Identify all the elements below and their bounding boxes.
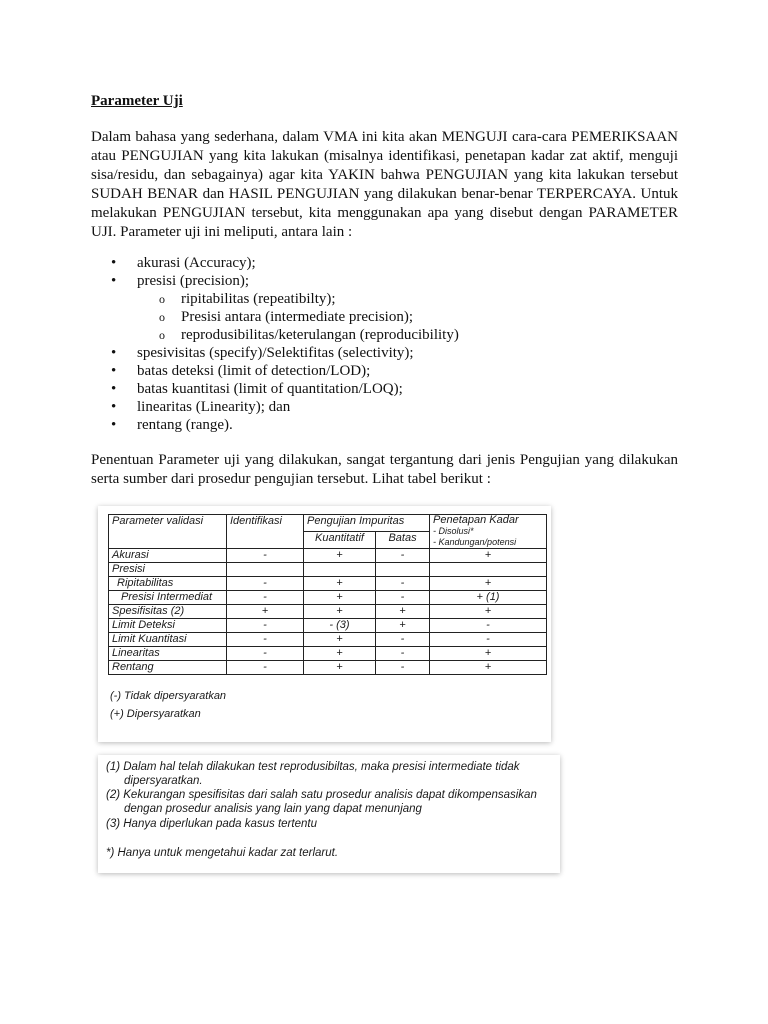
row-label: Limit Kuantitasi: [109, 633, 227, 647]
list-item: • akurasi (Accuracy);: [91, 254, 681, 272]
note-text: dengan prosedur analisis yang lain yang dapat menunjang: [124, 803, 422, 815]
cell-identifikasi: -: [227, 577, 304, 591]
cell-penetapan-kadar: -: [430, 633, 547, 647]
header-impuritas: Pengujian Impuritas: [304, 515, 430, 532]
table-row: [109, 633, 547, 647]
row-label: Presisi Intermediat: [109, 591, 227, 605]
table-body: [109, 549, 547, 675]
section-heading: Parameter Uji: [91, 93, 183, 109]
cell-batas: -: [376, 591, 430, 605]
cell-identifikasi: -: [227, 591, 304, 605]
cell-kuantitatif: +: [304, 633, 376, 647]
row-label: Rentang: [109, 661, 227, 675]
list-item: • batas deteksi (limit of detection/LOD);: [91, 362, 681, 380]
legend-not-required: (-) Tidak dipersyaratkan: [110, 690, 227, 702]
list-item: [91, 272, 681, 344]
cell-kuantitatif: +: [304, 577, 376, 591]
note-text: (1) Dalam hal telah dilakukan test reprodusibiltas, maka presisi intermediate tidak: [106, 761, 520, 773]
cell-batas: -: [376, 661, 430, 675]
cell-batas: +: [376, 605, 430, 619]
list-item: • batas kuantitasi (limit of quantitation/LOQ);: [91, 380, 681, 398]
list-item-label: presisi (precision);: [137, 273, 250, 289]
note-3: (3) Hanya diperlukan pada kasus tertentu: [106, 818, 317, 830]
table-intro-paragraph: Penentuan Parameter uji yang dilakukan, sangat tergantung dari jenis Pengujian yang dilakukan serta sumber dari prosedur pengujian tersebut. Lihat tabel berikut :: [91, 452, 678, 487]
header-kadar-sub: - Disolusi*: [433, 526, 474, 536]
cell-identifikasi: +: [227, 605, 304, 619]
cell-identifikasi: -: [227, 633, 304, 647]
cell-batas: -: [376, 549, 430, 563]
cell-batas: -: [376, 633, 430, 647]
header-kadar-sub: - Kandungan/potensi: [433, 537, 517, 547]
row-label: Akurasi: [109, 549, 227, 563]
cell-penetapan-kadar: +: [430, 549, 547, 563]
sub-list-item: o ripitabilitas (repeatibilty);: [137, 290, 681, 308]
cell-kuantitatif: +: [304, 661, 376, 675]
legend-required: (+) Dipersyaratkan: [110, 708, 201, 720]
cell-penetapan-kadar: [430, 563, 547, 577]
note-4: *) Hanya untuk mengetahui kadar zat terlarut.: [106, 847, 339, 859]
header-penetapan-kadar: [430, 515, 547, 549]
sub-list-item: o Presisi antara (intermediate precision);: [137, 308, 681, 326]
sub-list-item: o reprodusibilitas/keterulangan (reproducibility): [137, 326, 681, 344]
cell-penetapan-kadar: +: [430, 661, 547, 675]
header-kuantitatif: Kuantitatif: [304, 532, 376, 549]
cell-identifikasi: -: [227, 647, 304, 661]
header-kadar-title: Penetapan Kadar: [433, 514, 519, 526]
table-row: [109, 563, 547, 577]
cell-penetapan-kadar: + (1): [430, 591, 547, 605]
row-label: Spesifisitas (2): [109, 605, 227, 619]
cell-batas: +: [376, 619, 430, 633]
table-row: [109, 661, 547, 675]
header-identifikasi: Identifikasi: [227, 515, 304, 549]
parameter-list: [91, 254, 681, 434]
row-label: Linearitas: [109, 647, 227, 661]
cell-identifikasi: -: [227, 549, 304, 563]
cell-kuantitatif: +: [304, 647, 376, 661]
cell-kuantitatif: +: [304, 605, 376, 619]
list-item: • linearitas (Linearity); dan: [91, 398, 681, 416]
cell-kuantitatif: +: [304, 591, 376, 605]
validation-table-image: [98, 506, 551, 742]
header-batas: Batas: [376, 532, 430, 549]
list-item: • spesivisitas (specify)/Selektifitas (selectivity);: [91, 344, 681, 362]
cell-identifikasi: [227, 563, 304, 577]
row-label: Ripitabilitas: [109, 577, 227, 591]
validation-table: [108, 514, 547, 675]
note-text: (2) Kekurangan spesifisitas dari salah satu prosedur analisis dapat dikompensasikan: [106, 789, 537, 801]
note-1: [106, 760, 556, 788]
row-label: Limit Deteksi: [109, 619, 227, 633]
cell-kuantitatif: +: [304, 549, 376, 563]
table-row: [109, 577, 547, 591]
cell-penetapan-kadar: -: [430, 619, 547, 633]
note-text: dipersyaratkan.: [124, 775, 203, 787]
cell-batas: [376, 563, 430, 577]
cell-penetapan-kadar: +: [430, 577, 547, 591]
cell-penetapan-kadar: +: [430, 647, 547, 661]
table-row: [109, 591, 547, 605]
cell-batas: -: [376, 647, 430, 661]
cell-identifikasi: -: [227, 661, 304, 675]
cell-identifikasi: -: [227, 619, 304, 633]
header-parameter: Parameter validasi: [109, 515, 227, 549]
cell-kuantitatif: - (3): [304, 619, 376, 633]
table-row: [109, 605, 547, 619]
table-row: [109, 549, 547, 563]
cell-kuantitatif: [304, 563, 376, 577]
sub-list: [137, 290, 681, 344]
list-item: • rentang (range).: [91, 416, 681, 434]
note-2: [106, 788, 556, 816]
row-label: Presisi: [109, 563, 227, 577]
table-notes-image: [98, 755, 560, 873]
table-row: [109, 647, 547, 661]
cell-penetapan-kadar: +: [430, 605, 547, 619]
table-row: [109, 619, 547, 633]
intro-paragraph: Dalam bahasa yang sederhana, dalam VMA ini kita akan MENGUJI cara-cara PEMERIKSAAN atau PENGUJIAN yang kita lakukan (misalnya identifikasi, penetapan kadar zat aktif, menguji sisa/residu, dan sebagainya) agar kita YAKIN bahwa PENGUJIAN yang kita lakukan tersebut SUDAH BENAR dan HASIL PENGUJIAN yang dilakukan benar-benar TERPERCAYA. Untuk melakukan PENGUJIAN tersebut, kita menggunakan apa yang disebut dengan PARAMETER UJI. Parameter uji ini meliputi, antara lain :: [91, 129, 678, 240]
cell-batas: -: [376, 577, 430, 591]
